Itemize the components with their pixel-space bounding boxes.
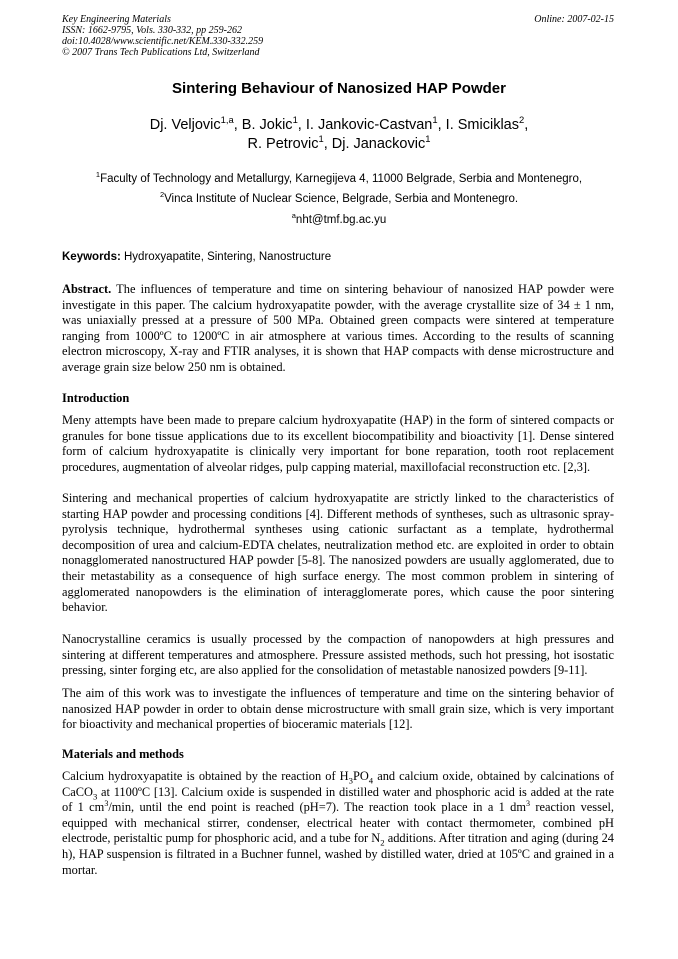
section-heading-introduction: Introduction [62,391,130,405]
doi-line: doi:10.4028/www.scientific.net/KEM.330-332.259 [62,36,264,47]
affiliation-1: $^1$Faculty of Technology and Metallurgy, Karnegijeva 4, 11000 Belgrade, Serbia and Montenegro, [95,170,583,185]
abstract-label: Abstract. [62,282,112,296]
issn-line: ISSN: 1662-9795, Vols. 330-332, pp 259-262 [62,25,242,36]
author-name: , B. Jokic [233,117,293,133]
methods-paragraph: Calcium hydroxyapatite is obtained by the reaction of $H_3PO_4$ and calcium oxide, obtained by calcinations of CaCO$_3$ at 1100ºC [13]. Calcium oxide is suspended in distilled water and phosphoric acid is added at the rate of 1 $cm^3/\min$, until the end point is reached (pH=7). The reaction took place in a 1 $dm^3$ reaction vessel, equipped with mechanical stirrer, condenser, electrical heater with contact thermometer, combined pH electrode, peristaltic pump for phosphoric acid, and a tube for $N_2$ additions. After titration and aging (during 24 h), HAP suspension is filtrated in a Buchner funnel, washed by distilled water, dried at 105ºC and grained in a mortar. [62,769,614,877]
intro-paragraph-3: Nanocrystalline ceramics is usually processed by the compaction of nanopowders at high pressures and sintering at different temperatures and atmosphere. Pressure assisted methods, such hot pressing, hot isostatic pressing, sinter forging etc, are also applied for the consolidation of metastable nanosized powders [9-11]. [62,632,614,678]
author-email: $^a$nht@tmf.bg.ac.yu [291,211,387,226]
author-name: , I. Jankovic-Castvan [297,117,433,133]
online-date: Online: 2007-02-15 [534,14,614,25]
author-name: , Dj. Janackovic [323,136,426,152]
author-name: , I. Smiciklas [437,117,519,133]
intro-paragraph-1: Meny attempts have been made to prepare calcium hydroxyapatite (HAP) in the form of sintered compacts or granules for bone tissue applications due to its excellent biocompatibility and bioactivity [1]. Dense sintered form of calcium hydroxyapatite is clinically very important for bone reparation, tooth root replacement procedures, augmentation of alveolar ridges, pulp capping material, maxillofacial reconstruction etc. [2,3]. [62,413,614,474]
intro-paragraph-4: The aim of this work was to investigate the influences of temperature and time on the sintering behavior of nanosized HAP powder in order to obtain dense microstructure with small grain size, which is very important for bioactivity and mechanical properties of bioceramic materials [12]. [62,686,614,732]
intro-paragraph-2: Sintering and mechanical properties of calcium hydroxyapatite are strictly linked to the characteristics of starting HAP powder and processing conditions [4]. Different methods of syntheses, such as ultrasonic spray-pyrolysis technique, hydrothermal syntheses using cationic surfactant as a template, hydrothermal decomposition of urea and calcium-EDTA chelates, neutralization method etc. are exploited in order to obtain nonagglomerated nanostructured HAP powder [5-8]. The nanosized powders are usually agglomerated, due to their metastability as a consequence of high surface energy. The most common problem in sintering of agglomerated nanopowders is the elimination of interagglomerate pores, which cause the poor sintering behavior. [62,491,614,615]
author-list: Dj. Veljovic$^{1,a}$, B. Jokic$^1$, I. Jankovic-Castvan$^1$, I. Smiciklas$^2$, R. Petrovic$^1$, Dj. Janackovic$^1$ [149,114,529,152]
abstract-text: The influences of temperature and time on sintering behaviour of nanosized HAP powder were investigate in this paper. The calcium hydroxyapatite powder, with the average crystallite size of 34 ± 1 nm, was uniaxially pressed at a pressure of 500 MPa. Obtained green compacts were sintered at temperature ranging from 1000ºC to 1200ºC in air atmosphere at various times. According to the results of scanning electron microscopy, X-ray and FTIR analyses, it is shown that HAP compacts with dense microstructure and average grain size below 250 nm is obtained. [62,282,614,374]
abstract [62,282,614,376]
author-name: Dj. Veljovic [149,117,221,133]
keywords-text: Hydroxyapatite, Sintering, Nanostructure [120,251,332,263]
keywords [62,251,331,263]
author-name: R. Petrovic [247,136,319,152]
keywords-label: Keywords: [62,251,121,263]
paper-title: Sintering Behaviour of Nanosized HAP Powder [172,80,506,97]
journal-header [62,14,614,58]
section-heading-methods: Materials and methods [62,747,184,761]
journal-name: Key Engineering Materials [62,14,171,25]
affiliation-2: $^2$Vinca Institute of Nuclear Science, Belgrade, Serbia and Montenegro. [159,190,519,205]
copyright-line: © 2007 Trans Tech Publications Ltd, Switzerland [62,47,260,58]
